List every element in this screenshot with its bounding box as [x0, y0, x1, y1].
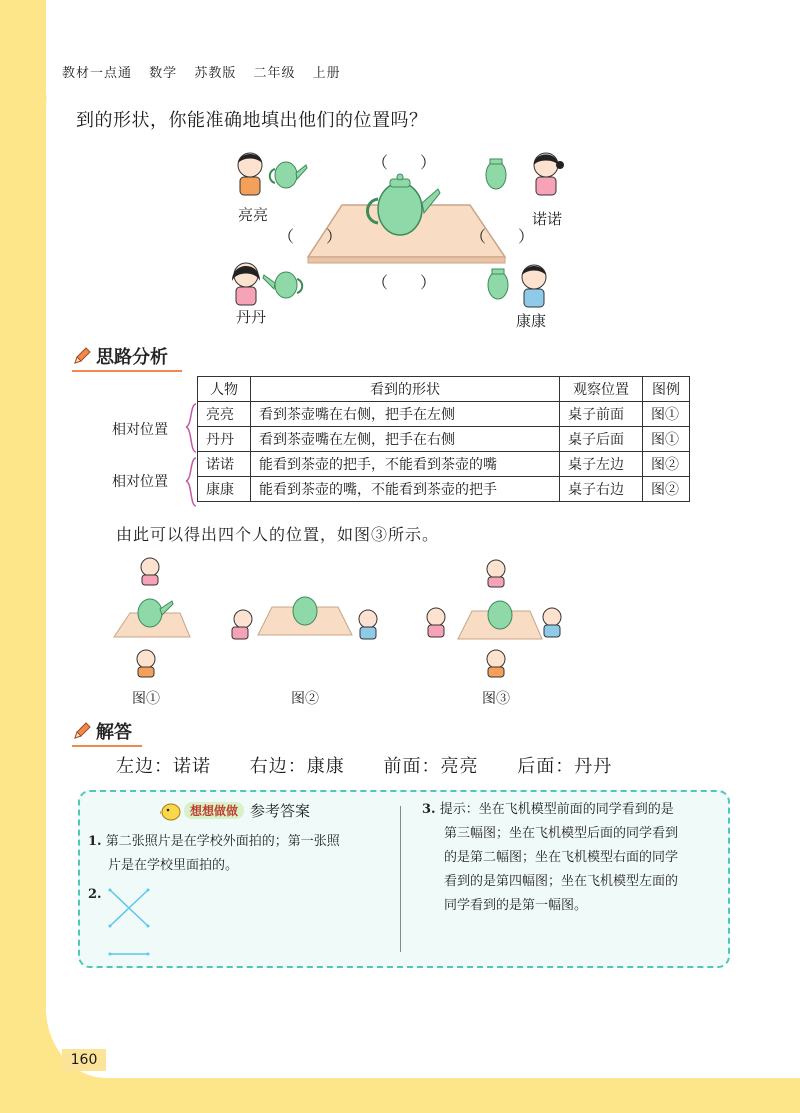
table-cell: 亮亮 — [198, 402, 251, 427]
table-cell: 丹丹 — [198, 427, 251, 452]
table-header-row — [198, 377, 690, 402]
table-row — [198, 427, 690, 452]
small-teapot-left-top — [270, 162, 307, 188]
figures-1-2-3 — [100, 555, 700, 685]
label-nuonuo: 诺诺 — [532, 210, 563, 228]
intro-question: 到的形状，你能准确地填出他们的位置吗？ — [76, 110, 428, 131]
table-cell: 桌子左边 — [560, 452, 643, 477]
ref-item-3-line: 的是第二幅图；坐在飞机模型右面的同学 — [444, 850, 679, 865]
blank-bottom[interactable]: （ ） — [372, 273, 437, 292]
ref-title: 参考答案 — [250, 802, 311, 820]
header-grade: 二年级 — [253, 66, 296, 81]
table-row — [198, 402, 690, 427]
table-cell: 图① — [643, 402, 690, 427]
ref-item-3-line: 看到的是第四幅图；坐在飞机模型左面的 — [444, 874, 679, 889]
table-row — [198, 477, 690, 502]
table-cell: 桌子前面 — [560, 402, 643, 427]
answer-item: 右边：康康 — [249, 756, 345, 777]
table-cell: 桌子右边 — [560, 477, 643, 502]
ref-item-3-line: 同学看到的是第一幅图。 — [444, 898, 588, 913]
item-number: 3. — [422, 802, 436, 817]
table-cell: 图① — [643, 427, 690, 452]
item-number: 2. — [88, 887, 102, 902]
answer-title-text: 解答 — [96, 722, 132, 743]
figure-caption-3: 图③ — [482, 691, 510, 707]
chick-icon — [160, 801, 182, 821]
answer-item: 左边：诺诺 — [116, 756, 211, 777]
label-liangliang: 亮亮 — [238, 206, 269, 224]
ref-item-1 — [88, 830, 340, 878]
figure-1 — [114, 558, 190, 677]
brace-markers — [184, 402, 198, 508]
figure-caption-1: 图① — [132, 691, 160, 707]
child-liangliang-avatar — [238, 153, 262, 195]
section-analysis-title — [72, 343, 168, 369]
table-cell: 能看到茶壶的把手，不能看到茶壶的嘴 — [251, 452, 560, 477]
table-header-cell: 观察位置 — [560, 377, 643, 402]
relative-position-label: 相对位置 — [112, 422, 168, 438]
header-volume: 上册 — [312, 66, 341, 81]
page-number: 160 — [62, 1049, 106, 1071]
label-dandan: 丹丹 — [236, 308, 267, 326]
table-cell: 康康 — [198, 477, 251, 502]
pencil-icon — [72, 721, 92, 741]
child-nuonuo-avatar — [534, 153, 564, 195]
ref-box-header — [160, 800, 310, 821]
item-number: 1. — [88, 834, 102, 849]
header-subject: 数学 — [149, 66, 178, 81]
ref-item-1-line: 第二张照片是在学校外面拍的；第一张照 — [105, 834, 340, 849]
observation-table — [197, 376, 690, 502]
running-header — [62, 62, 353, 81]
table-row — [198, 452, 690, 477]
page-border-bottom — [0, 1075, 800, 1113]
table-cell: 图② — [643, 452, 690, 477]
child-kangkang-avatar — [522, 265, 546, 307]
header-edition: 苏教版 — [194, 66, 237, 81]
blank-left[interactable]: （ ） — [278, 227, 343, 246]
table-cell: 看到茶壶嘴在右侧，把手在左侧 — [251, 402, 560, 427]
table-cell: 看到茶壶嘴在左侧，把手在右侧 — [251, 427, 560, 452]
ref-item-3 — [422, 798, 678, 918]
table-cell: 诺诺 — [198, 452, 251, 477]
ref-item-1-line: 片是在学校里面拍的。 — [108, 858, 239, 873]
answer-line — [116, 752, 630, 778]
table-cell: 能看到茶壶的嘴，不能看到茶壶的把手 — [251, 477, 560, 502]
answer-item: 前面：亮亮 — [383, 756, 479, 777]
small-teapot-right-bottom — [488, 269, 508, 299]
analysis-title-text: 思路分析 — [96, 347, 168, 368]
pencil-icon — [72, 346, 92, 366]
figure-2 — [232, 597, 377, 639]
small-teapot-right-top — [486, 159, 506, 189]
blank-right[interactable]: （ ） — [470, 227, 535, 246]
blank-top[interactable]: （ ） — [372, 153, 437, 172]
label-kangkang: 康康 — [516, 312, 547, 330]
table-header-cell: 人物 — [198, 377, 251, 402]
small-teapot-left-bottom — [263, 272, 302, 298]
ref-item-3-line: 第三幅图；坐在飞机模型后面的同学看到 — [444, 826, 679, 841]
section-answer-title — [72, 718, 132, 744]
table-cell: 桌子后面 — [560, 427, 643, 452]
header-book: 教材一点通 — [62, 66, 133, 81]
answer-item: 后面：丹丹 — [517, 756, 613, 777]
child-dandan-avatar — [232, 263, 260, 305]
cross-diagram — [106, 886, 154, 958]
table-header-cell: 看到的形状 — [251, 377, 560, 402]
figure-3 — [427, 560, 561, 677]
relative-position-label: 相对位置 — [112, 474, 168, 490]
ref-item-3-line: 提示：坐在飞机模型前面的同学看到的是 — [439, 802, 674, 817]
table-cell: 图② — [643, 477, 690, 502]
conclusion-text: 由此可以得出四个人的位置，如图③所示。 — [116, 525, 440, 544]
table-header-cell: 图例 — [643, 377, 690, 402]
box-divider — [400, 806, 401, 952]
figure-caption-2: 图② — [291, 691, 319, 707]
ref-badge: 想想做做 — [184, 802, 244, 819]
